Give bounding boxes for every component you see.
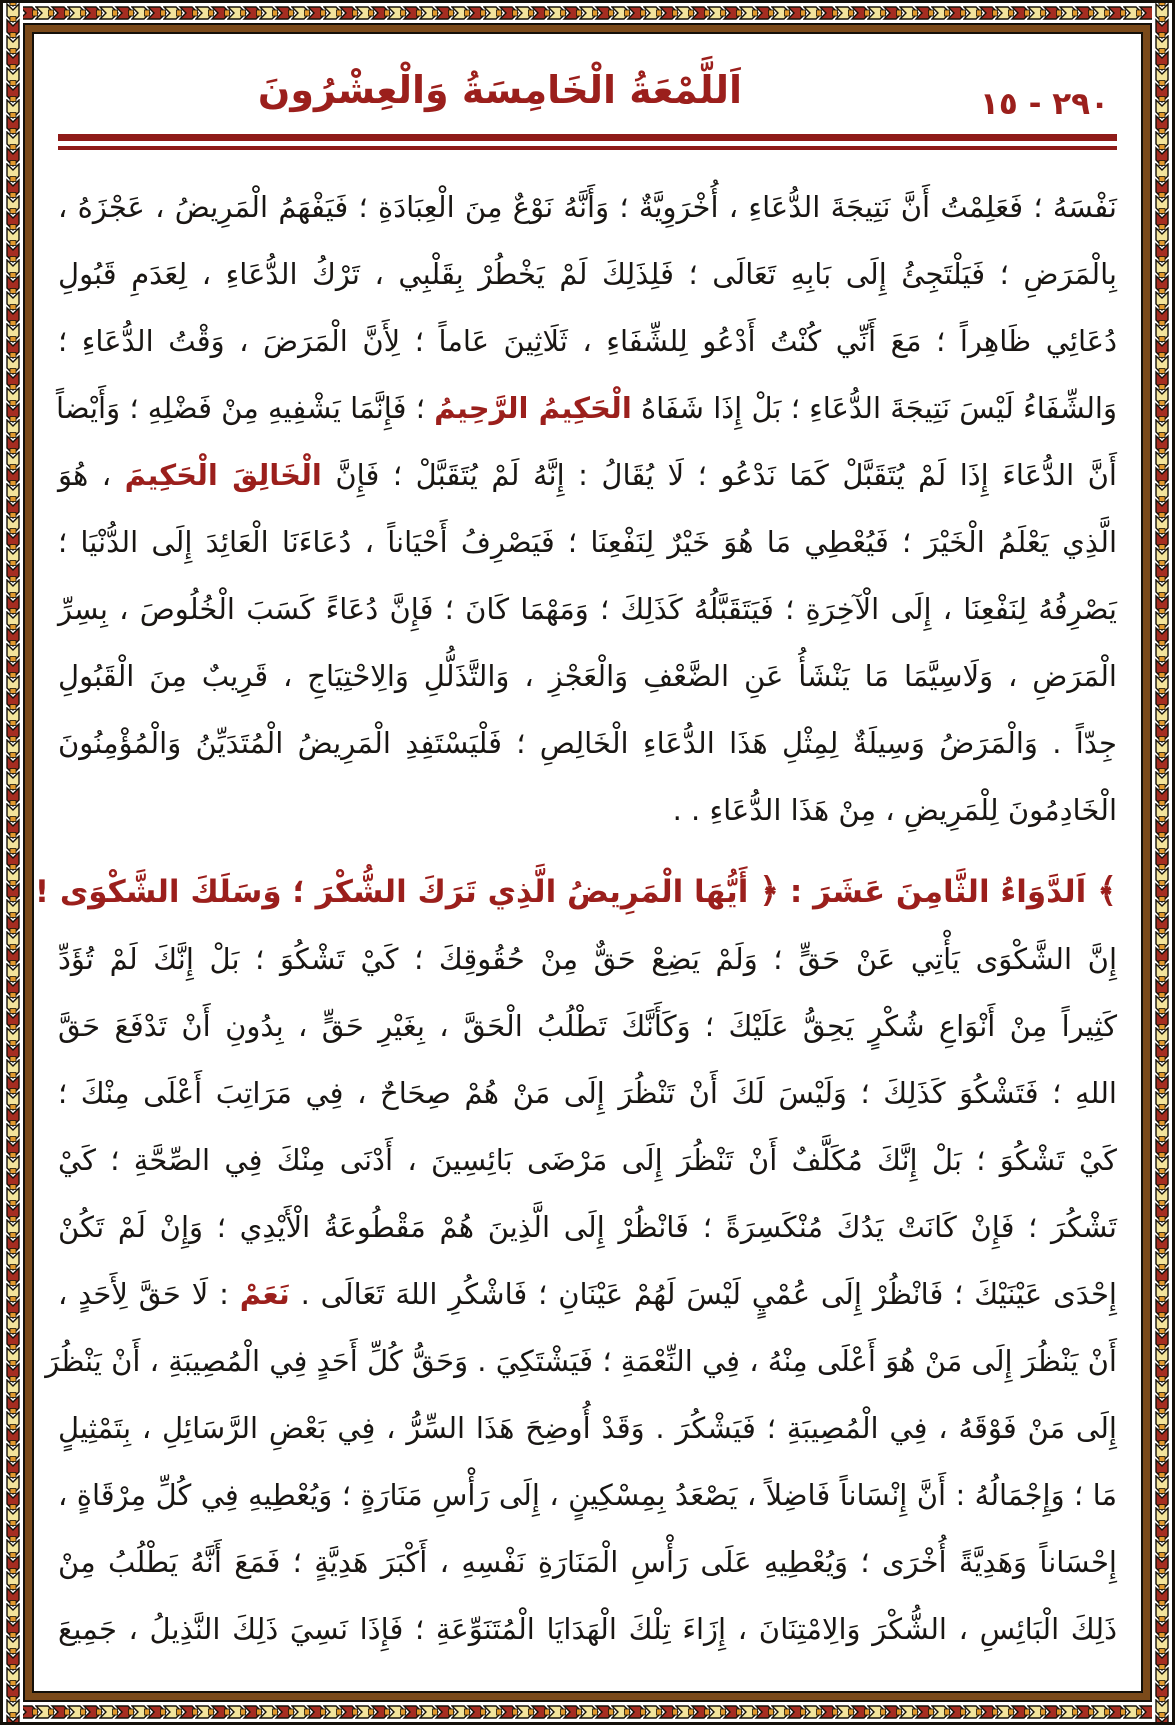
text-line xyxy=(58,375,1117,442)
text-segment: إِلَى مَنْ فَوْقَهُ ، فِي الْمُصِيبَةِ ؛ فَيَشْكُرَ . وَقَدْ أُوضِحَ هَذَا السِّرُّ ، فِي بَعْضِ الرَّسَائِلِ ، بِتَمْثِيلٍ xyxy=(58,1411,1117,1445)
text-segment: الْخَادِمُونَ لِلْمَرِيضِ ، مِنْ هَذَا الدُّعَاءِ . . xyxy=(672,793,1117,827)
border-chain-bottom xyxy=(3,1702,1172,1722)
text-line xyxy=(58,993,1117,1060)
text-segment: أَيُّهَا الْمَرِيضُ الَّذِي تَرَكَ الشُّكْرَ ؛ وَسَلَكَ الشَّكْوَى ! xyxy=(34,874,760,910)
text-line xyxy=(58,174,1117,241)
text-line xyxy=(58,1529,1117,1596)
ornate-bracket-icon: ﴿ xyxy=(759,871,780,911)
text-segment: أَنَّ الدُّعَاءَ إِذَا لَمْ يُتَقَبَّلْ كَمَا نَدْعُو ؛ لَا يُقَالُ : إِنَّهُ لَمْ يُتَقَبَّلْ ؛ فَإِنَّ xyxy=(321,458,1117,492)
text-segment: يَصْرِفُهُ لِنَفْعِنَا ، إِلَى الْآخِرَةِ ؛ فَيَتَقَبَّلُهُ كَذَلِكَ ؛ وَمَهْمَا كَانَ ؛ فَإِنَّ دُعَاءً كَسَبَ الْخُلُوصَ ، بِسِرِّ xyxy=(58,592,1117,626)
text-line xyxy=(58,308,1117,375)
text-segment: الَّذِي يَعْلَمُ الْخَيْرَ ؛ فَيُعْطِي مَا هُوَ خَيْرٌ لِنَفْعِنَا ؛ فَيَصْرِفُ أَحْيَاناً ، دُعَاءَنَا الْعَائِدَ إِلَى الدُّنْيَا ؛ xyxy=(58,525,1117,559)
text-line xyxy=(58,777,1117,844)
ornate-bracket-icon: ﴾ xyxy=(1097,871,1117,911)
text-line xyxy=(58,1194,1117,1261)
text-line xyxy=(58,926,1117,993)
text-line xyxy=(58,1596,1117,1663)
text-segment: مَا ؛ وَإِجْمَالُهُ : أَنَّ إِنْسَاناً فَاضِلاً ، يَصْعَدُ بِمِسْكِينٍ ، إِلَى رَأْسِ مَنَارَةٍ ؛ وَيُعْطِيهِ فِي كُلِّ مِرْقَاةٍ ، xyxy=(58,1478,1117,1512)
body-text xyxy=(34,174,1117,1663)
text-segment: الْمَرَضِ ، وَلَاسِيَّمَا مَا يَنْشَأُ عَنِ الضَّعْفِ وَالْعَجْزِ ، وَالتَّذَلُّلِ وَالِاحْتِيَاجِ ، قَرِيبٌ مِنَ الْقَبُولِ xyxy=(58,659,1117,693)
text-line xyxy=(58,509,1117,576)
text-segment: وَالشِّفَاءُ لَيْسَ نَتِيجَةَ الدُّعَاءِ ؛ بَلْ إِذَا شَفَاهُ xyxy=(631,391,1117,425)
text-line xyxy=(58,442,1117,509)
text-line xyxy=(58,576,1117,643)
text-line xyxy=(58,241,1117,308)
text-segment: ذَلِكَ الْبَائِسِ ، الشُّكْرَ وَالِامْتِنَانَ ، إِزَاءَ تِلْكَ الْهَدَايَا الْمُتَنَوِّعَةِ ؛ فَإِذَا نَسِيَ ذَلِكَ النَّذِيلُ ، جَمِيعَ xyxy=(58,1612,1117,1646)
text-line xyxy=(45,1328,1117,1395)
text-segment: ، هُوَ xyxy=(58,458,125,492)
text-segment: بِالْمَرَضِ ؛ فَيَلْتَجِئُ إِلَى بَابِهِ تَعَالَى ؛ فَلِذَلِكَ لَمْ يَخْطُرْ بِقَلْبِي ، تَرْكُ الدُّعَاءِ ، لِعَدَمِ قَبُولِ xyxy=(58,257,1117,291)
text-segment: جِدّاً . وَالْمَرَضُ وَسِيلَةٌ لِمِثْلِ هَذَا الدُّعَاءِ الْخَالِصِ ؛ فَلْيَسْتَفِدِ الْمَرِيضُ الْمُتَدَيِّنُ وَالْمُؤْمِنُونَ xyxy=(58,726,1117,760)
section-heading xyxy=(34,856,1117,926)
text-segment: كَيْ تَشْكُوَ ؛ بَلْ إِنَّكَ مُكَلَّفٌ أَنْ تَنْظُرَ إِلَى مَرْضَى بَائِسِينَ ، أَدْنَى مِنْكَ فِي الصِّحَّةِ ؛ كَيْ xyxy=(58,1143,1117,1177)
text-segment: اَلدَّوَاءُ الثَّامِنَ عَشَرَ : xyxy=(779,874,1098,910)
text-segment: الْحَكِيمُ الرَّحِيمُ xyxy=(434,391,632,425)
border-chain-top xyxy=(3,3,1172,23)
text-segment: دُعَائِي ظَاهِراً ؛ مَعَ أَنِّي كُنْتُ أَدْعُو لِلشِّفَاءِ ، ثَلَاثِينَ عَاماً ؛ لِأَنَّ الْمَرَضَ ، وَقْتُ الدُّعَاءِ ؛ xyxy=(58,324,1117,358)
text-segment: تَشْكُرَ ؛ فَإِنْ كَانَتْ يَدُكَ مُنْكَسِرَةً ؛ فَانْظُرْ إِلَى الَّذِينَ هُمْ مَقْطُوعَةُ الْأَيْدِي ؛ وَإِنْ لَمْ تَكُنْ xyxy=(58,1210,1117,1244)
text-segment: إِحْسَاناً وَهَدِيَّةً أُخْرَى ؛ وَيُعْطِيهِ عَلَى رَأْسِ الْمَنَارَةِ نَفْسِهِ ، أَكْبَرَ هَدِيَّةٍ ؛ فَمَعَ أَنَّهُ يَطْلُبُ مِنْ xyxy=(58,1545,1117,1579)
text-line xyxy=(58,1395,1117,1462)
border-chain-right xyxy=(1152,3,1172,1722)
text-line xyxy=(58,1462,1117,1529)
page-title: اَللَّمْعَةُ الْخَامِسَةُ وَالْعِشْرُونَ xyxy=(257,68,743,112)
text-segment: كَثِيراً مِنْ أَنْوَاعِ شُكْرٍ يَحِقُّ عَلَيْكَ ؛ وَكَأَنَّكَ تَطْلُبُ الْحَقَّ ، بِغَيْرِ حَقٍّ ، بِدُونِ أَنْ تَدْفَعَ حَقَّ xyxy=(58,1009,1117,1043)
text-line xyxy=(58,1060,1117,1127)
text-segment: ؛ فَإِنَّمَا يَشْفِيهِ مِنْ فَضْلِهِ ؛ وَأَيْضاً xyxy=(56,391,435,425)
text-segment: الْخَالِقَ الْحَكِيمَ xyxy=(124,458,322,492)
text-line xyxy=(58,1127,1117,1194)
text-segment: نَعَمْ xyxy=(239,1277,290,1311)
text-segment: : لَا حَقَّ لِأَحَدٍ ، xyxy=(58,1277,240,1311)
text-segment: إِنَّ الشَّكْوَى يَأْتِي عَنْ حَقٍّ ؛ وَلَمْ يَضِعْ حَقٌّ مِنْ حُقُوقِكَ ؛ كَيْ تَشْكُوَ ؛ بَلْ إِنَّكَ لَمْ تُؤَدِّ xyxy=(58,942,1117,976)
border-chain-left xyxy=(3,3,23,1722)
page-header xyxy=(58,48,1117,134)
text-line xyxy=(58,1261,1117,1328)
text-line xyxy=(58,710,1117,777)
text-segment: اللهِ ؛ فَتَشْكُوَ كَذَلِكَ ؛ وَلَيْسَ لَكَ أَنْ تَنْظُرَ إِلَى مَنْ هُمْ صِحَاحٌ ، فِي مَرَاتِبَ أَعْلَى مِنْكَ ؛ xyxy=(58,1076,1117,1110)
text-line xyxy=(58,643,1117,710)
page-number: ٢٩٠ - ١٥ xyxy=(979,86,1109,122)
text-segment: نَفْسَهُ ؛ فَعَلِمْتُ أَنَّ نَتِيجَةَ الدُّعَاءِ ، أُخْرَوِيَّةٌ ؛ وَأَنَّهُ نَوْعٌ مِنَ الْعِبَادَةِ ؛ فَيَفْهَمُ الْمَرِيضُ ، عَجْزَهُ ، xyxy=(58,190,1117,224)
text-segment: إِحْدَى عَيْنَيْكَ ؛ فَانْظُرْ إِلَى عُمْيٍ لَيْسَ لَهُمْ عَيْنَانِ ؛ فَاشْكُرِ اللهَ تَعَالَى . xyxy=(289,1277,1117,1311)
header-divider-rule xyxy=(58,134,1117,150)
text-segment: أَنْ يَنْظُرَ إِلَى مَنْ هُوَ أَعْلَى مِنْهُ ، فِي النِّعْمَةِ ؛ فَيَشْتَكِيَ . وَحَقُّ كُلِّ أَحَدٍ فِي الْمُصِيبَةِ ، أَنْ يَنْظُرَ xyxy=(45,1344,1117,1378)
page-content xyxy=(34,34,1141,1691)
